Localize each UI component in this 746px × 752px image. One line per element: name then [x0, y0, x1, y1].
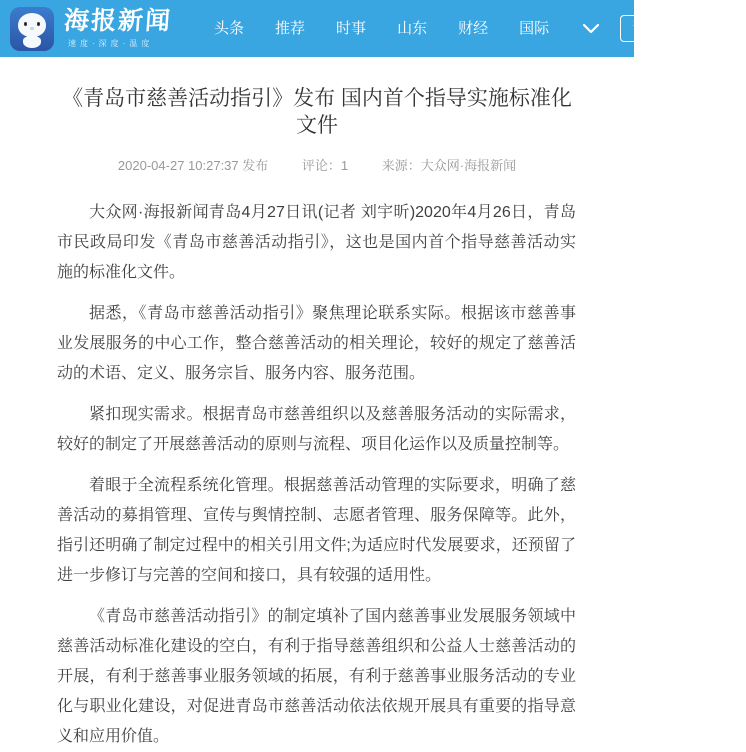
nav-item-shishi[interactable]: 时事	[336, 20, 367, 37]
top-navigation-bar	[0, 0, 735, 57]
brand-logo[interactable]	[10, 7, 172, 51]
paragraph: 大众网·海报新闻青岛4月27日讯(记者 刘宇昕)2020年4月26日，青岛市民政局印发《青岛市慈善活动指引》，这也是国内首个指导慈善活动实施的标准化文件。	[57, 204, 576, 281]
nav-item-shandong[interactable]: 山东	[397, 20, 428, 37]
paragraph: 据悉，《青岛市慈善活动指引》聚焦理论联系实际。根据该市慈善事业发展服务的中心工作，整合慈善活动的相关理论，较好的规定了慈善活动的术语、定义、服务宗旨、服务内容、服务范围。	[57, 305, 576, 382]
seal-mascot-icon	[10, 7, 54, 51]
chevron-down-icon[interactable]	[582, 23, 600, 34]
paragraph: 着眼于全流程系统化管理。根据慈善活动管理的实际要求，明确了慈善活动的募捐管理、宣传与舆情控制、志愿者管理、服务保障等。此外，指引还明确了制定过程中的相关引用文件;为适应时代发展要求，还预留了进一步修订与完善的空间和接口，具有较强的适用性。	[57, 477, 576, 584]
publish-time: 2020-04-27 10:27:37 发布	[117, 158, 269, 173]
paragraph: 《青岛市慈善活动指引》的制定填补了国内慈善事业发展服务领域中慈善活动标准化建设的空白，有利于指导慈善组织和公益人士慈善活动的开展，有利于慈善事业服务领域的拓展，有利于慈善事业服务活动的专业化与职业化建设，对促进青岛市慈善活动依法依规开展具有重要的指导意义和应用价值。	[57, 608, 576, 745]
subscribe-button[interactable]: 订阅 +	[620, 15, 684, 42]
article-source: 来源：大众网·海报新闻	[381, 158, 517, 173]
nav-item-toutiao[interactable]: 头条	[214, 20, 245, 37]
nav-item-guoji[interactable]: 国际	[519, 20, 550, 37]
article-body	[52, 198, 582, 752]
nav-item-tuijian[interactable]: 推荐	[275, 20, 306, 37]
article-title: 《青岛市慈善活动指引》发布 国内首个指导实施标准化文件	[62, 87, 572, 137]
brand-name: 海报新闻	[63, 6, 174, 35]
nav-item-caijing[interactable]: 财经	[458, 20, 489, 37]
city-button[interactable]: 青岛	[694, 15, 746, 42]
main-nav	[214, 0, 580, 57]
article-container	[0, 57, 634, 752]
brand-tagline: 速度·深度·温度	[68, 39, 154, 49]
paragraph: 紧扣现实需求。根据青岛市慈善组织以及慈善服务活动的实际需求，较好的制定了开展慈善活动的原则与流程、项目化运作以及质量控制等。	[57, 406, 576, 453]
comment-count[interactable]: 评论：1	[301, 158, 349, 173]
article-meta	[52, 155, 582, 174]
